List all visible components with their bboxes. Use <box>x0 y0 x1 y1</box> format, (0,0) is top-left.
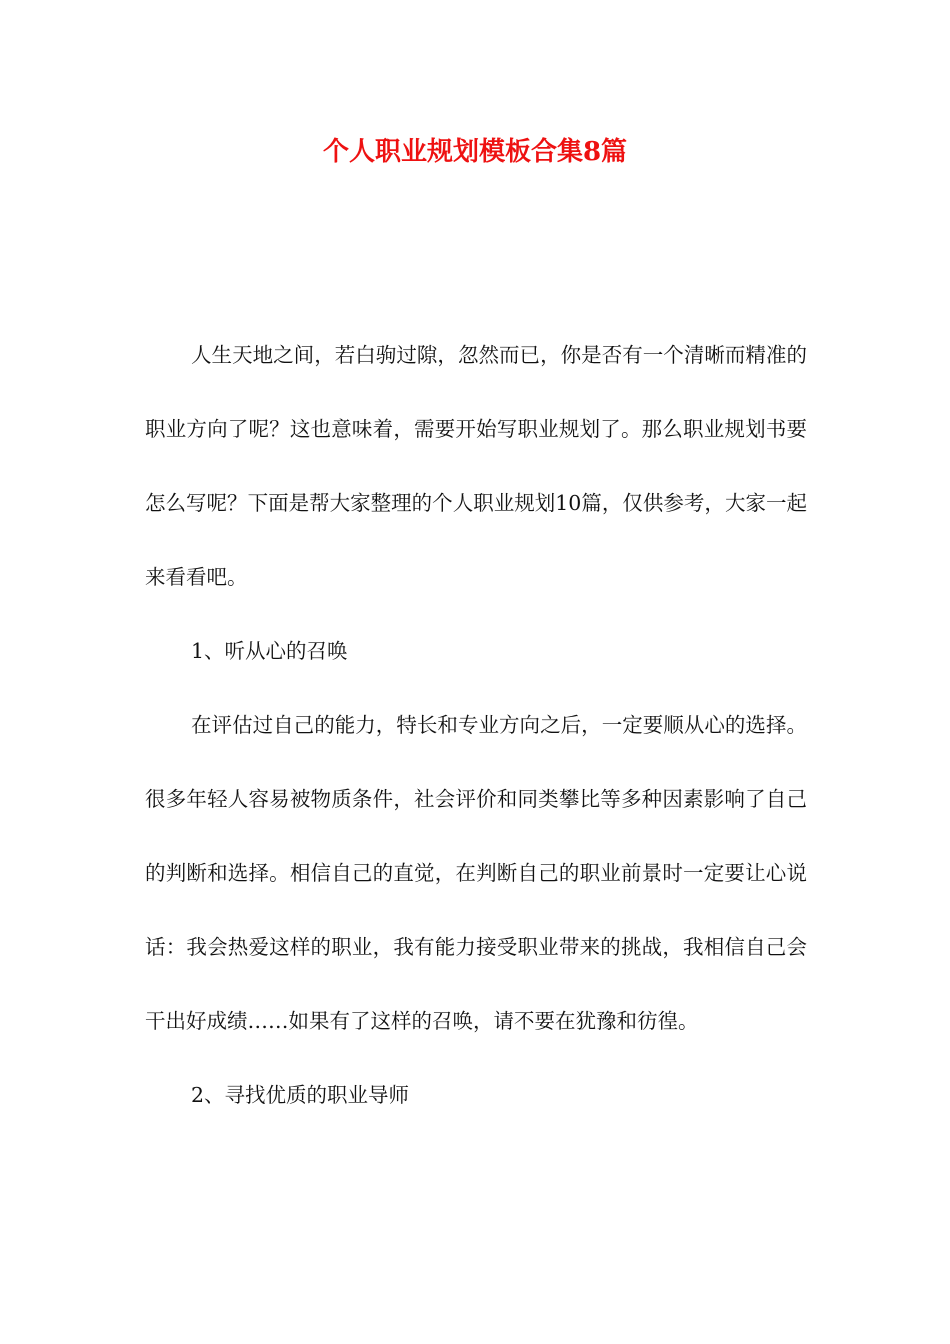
section-heading-1: 1、听从心的召唤 <box>191 639 348 663</box>
document-body <box>145 318 807 1132</box>
paragraph-intro: 人生天地之间，若白驹过隙，忽然而已，你是否有一个清晰而精准的职业方向了呢？这也意味着，需要开始写职业规划了。那么职业规划书要怎么写呢？下面是帮大家整理的个人职业规划10篇，仅供参考，大家一起来看看吧。 <box>145 343 807 589</box>
section-heading-2: 2、寻找优质的职业导师 <box>191 1083 410 1107</box>
document-title: 个人职业规划模板合集8篇 <box>322 137 628 167</box>
paragraph-section-1: 在评估过自己的能力，特长和专业方向之后，一定要顺从心的选择。很多年轻人容易被物质条件，社会评价和同类攀比等多种因素影响了自己的判断和选择。相信自己的直觉，在判断自己的职业前景时一定要让心说话：我会热爱这样的职业，我有能力接受职业带来的挑战，我相信自己会干出好成绩……如果有了这样的召唤，请不要在犹豫和彷徨。 <box>145 713 807 1033</box>
